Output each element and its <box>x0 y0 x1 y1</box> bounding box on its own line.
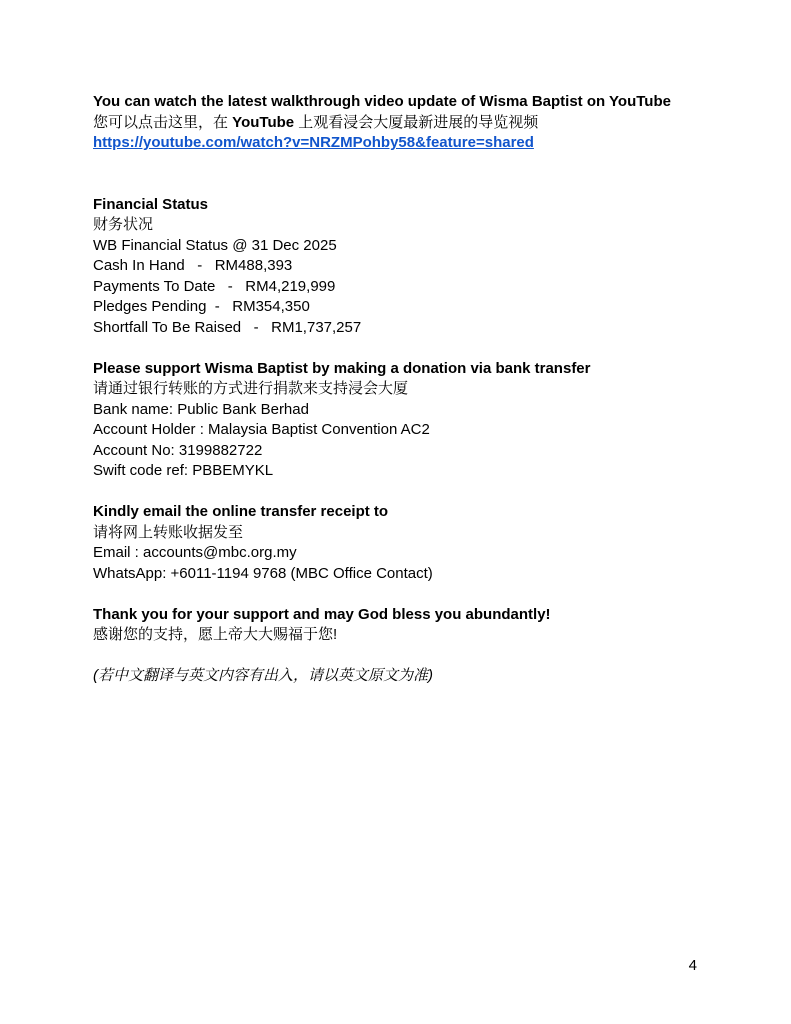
donation-heading-chinese: 请通过银行转账的方式进行捐款来支持浸会大厦 <box>93 380 409 397</box>
account-holder: Account Holder : Malaysia Baptist Convention AC2 <box>93 421 430 438</box>
youtube-chinese-suffix: 上观看浸会大厦最新进展的导览视频 <box>294 113 539 131</box>
thanks-chinese: 感谢您的支持，愿上帝大大赐福于您! <box>93 626 338 643</box>
youtube-chinese-line <box>93 113 733 134</box>
account-number: Account No: 3199882722 <box>93 441 263 459</box>
youtube-chinese-prefix: 您可以点击这里，在 <box>93 113 233 131</box>
financial-item-pledges: Pledges Pending - RM354,350 <box>93 298 310 315</box>
receipt-email: Email : accounts@mbc.org.my <box>93 544 297 561</box>
thanks-heading: Thank you for your support and may God bless you abundantly! <box>93 605 551 623</box>
financial-heading-chinese: 财务状况 <box>93 216 154 233</box>
receipt-heading: Kindly email the online transfer receipt to <box>93 503 389 520</box>
youtube-chinese-bold: YouTube <box>232 113 295 131</box>
page-number: 4 <box>688 957 697 974</box>
financial-status-date: WB Financial Status @ 31 Dec 2025 <box>93 236 337 254</box>
financial-item-payments: Payments To Date - RM4,219,999 <box>93 277 336 295</box>
receipt-whatsapp: WhatsApp: +6011-1194 9768 (MBC Office Contact) <box>93 564 433 582</box>
receipt-heading-chinese: 请将网上转账收据发至 <box>93 523 244 541</box>
bank-name: Bank name: Public Bank Berhad <box>93 400 309 418</box>
swift-code: Swift code ref: PBBEMYKL <box>93 462 274 479</box>
financial-item-cash: Cash In Hand - RM488,393 <box>93 257 293 274</box>
financial-heading: Financial Status <box>93 195 209 213</box>
donation-heading: Please support Wisma Baptist by making a donation via bank transfer <box>93 359 591 377</box>
translation-note: (若中文翻译与英文内容有出入，请以英文原文为准) <box>93 667 433 684</box>
spacer <box>93 154 733 195</box>
spacer <box>93 482 733 503</box>
financial-item-shortfall: Shortfall To Be Raised - RM1,737,257 <box>93 318 362 336</box>
spacer <box>93 338 733 359</box>
youtube-heading: You can watch the latest walkthrough video update of Wisma Baptist on YouTube <box>93 93 671 110</box>
document-body <box>93 92 733 687</box>
spacer <box>93 584 733 605</box>
youtube-link[interactable]: https://youtube.com/watch?v=NRZMPohby58&feature=shared <box>93 134 534 151</box>
spacer <box>93 646 733 667</box>
